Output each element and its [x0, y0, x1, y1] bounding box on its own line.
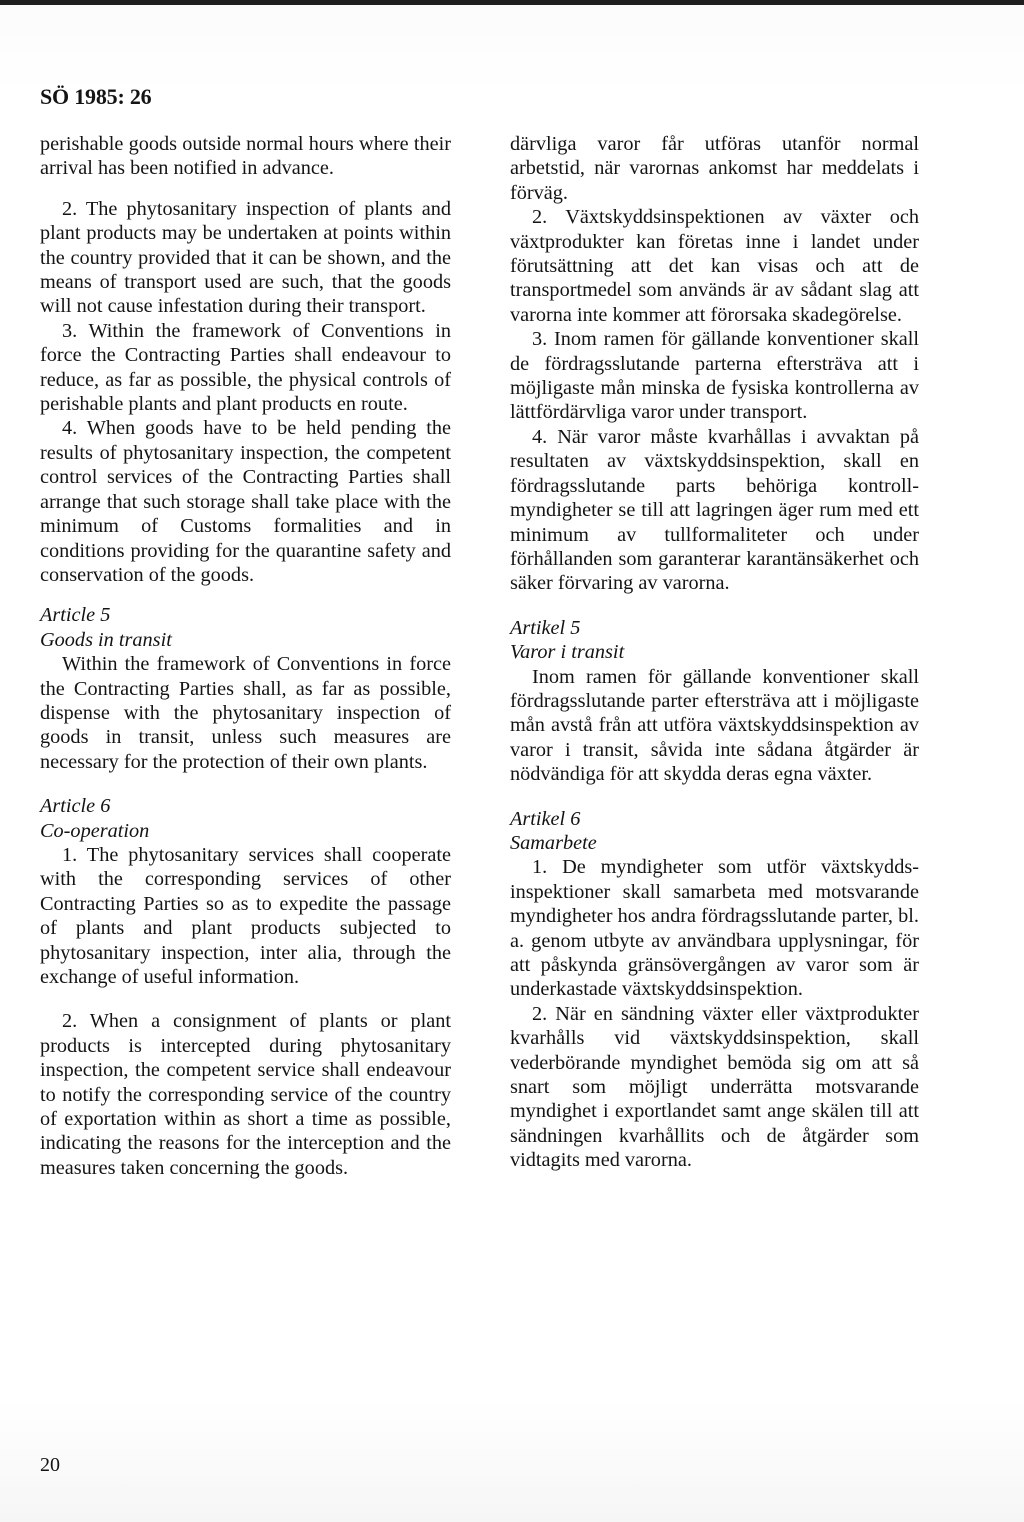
sv-article-6-title: Samarbete: [510, 831, 597, 854]
sv-article-6-label: Artikel 6: [510, 807, 581, 830]
en-paragraph-2: 2. The phytosanitary inspection of plants and plant products may be undertaken at points within the country provided that it can be shown, and the means of transport used are such, that the goods will not cause infestation during their transport.: [40, 197, 451, 318]
swedish-column: [510, 132, 919, 1173]
sv-article-6-paragraph-1: 1. De myndigheter som utför växtskyddsinspektioner skall samarbeta med motsvarande myndigheter hos andra fördragsslutande parter, bl. a. genom utbyte av användbara upplysningar, för att påskynda gränsövergången av varor som är underkastade växtskyddsinspektion.: [510, 856, 919, 1001]
en-paragraph-4: 4. When goods have to be held pending the results of phytosanitary inspection, the competent control services of the Contracting Parties shall arrange that such storage shall take place with the minimum of Customs formalities and in conditions providing for the quarantine safety and conservation of the goods.: [40, 417, 451, 586]
sv-article-5-label: Artikel 5: [510, 616, 581, 639]
sv-article-5-text: Inom ramen för gällande konventioner skall fördragsslutande parter eftersträva att i möjligaste mån avstå från att utföra växtskyddsinspektion av varor i transit, såvida inte sådana åtgärder är nödvändiga för att skydda deras egna växter.: [510, 665, 919, 786]
sv-article-5-title: Varor i transit: [510, 641, 625, 664]
sv-paragraph-4: 4. När varor måste kvarhållas i avvaktan på resultaten av växtskyddsinspektion, skall en fördragsslutande parts behöriga kontrollmyndigheter se till att lagringen äger rum med ett minimum av tullformaliteter och under förhållanden som garanterar karantänsäkerhet och säker förvaring av varorna.: [510, 425, 919, 595]
page-header: SÖ 1985: 26: [40, 84, 152, 109]
en-article-5-title: Goods in transit: [40, 628, 172, 651]
en-article-6-title: Co-operation: [40, 819, 150, 842]
en-paragraph-3: 3. Within the framework of Conventions in force the Contracting Parties shall endeavour to reduce, as far as possible, the physical controls of perishable plants and plant products en route.: [40, 319, 451, 416]
en-article-6-paragraph-1: 1. The phytosanitary services shall cooperate with the corresponding services of other Contracting Parties so as to expedite the passage of plants and plant products subjected to phytosanitary inspection, inter alia, through the exchange of useful information.: [40, 843, 451, 988]
sv-article-6-paragraph-2: 2. När en sändning växter eller växtprodukter kvarhålls vid växtskyddsinspektion, skall vederbörande myndighet bemöda sig om att så snart som möjligt underrätta motsvarande myndighet i exportlandet samt ange skälen till att sändningen kvarhållits och de åtgärder som vidtagits med varorna.: [510, 1002, 919, 1172]
sv-paragraph-2: 2. Växtskyddsinspektionen av växter och växtprodukter kan företas inne i landet under förutsättning att det kan visas och att de transportmedel som används är av sådant slag att varorna inte kommer att förorsaka skadegörelse.: [510, 206, 919, 326]
page-number: 20: [40, 1454, 60, 1476]
sv-paragraph-1: därvliga varor får utföras utanför normal arbetstid, när varornas ankomst har meddelats i förväg.: [510, 133, 919, 204]
en-article-5-text: Within the framework of Conventions in force the Contracting Parties shall, as far as possible, dispense with the phytosanitary inspection of goods in transit, unless such measures are necessary for the protection of their own plants.: [40, 653, 451, 773]
scan-border: [0, 0, 1024, 5]
en-article-6-label: Article 6: [40, 795, 111, 818]
en-paragraph-1: perishable goods outside normal hours where their arrival has been notified in advance.: [40, 133, 451, 180]
sv-paragraph-3: 3. Inom ramen för gällande konventioner skall de fördragsslutande parterna eftersträva att i möjligaste mån minska de fysiska kontrollerna av lättfördärvliga varor under transport.: [510, 328, 919, 424]
en-article-5-label: Article 5: [40, 604, 111, 627]
en-article-6-paragraph-2: 2. When a consignment of plants or plant products is intercepted during phytosanitary inspection, the competent service shall endeavour to notify the corresponding service of the country of exportation within as short a time as possible, indicating the reasons for the interception and the measures taken concerning the goods.: [40, 1010, 451, 1179]
english-column: [40, 132, 451, 1180]
